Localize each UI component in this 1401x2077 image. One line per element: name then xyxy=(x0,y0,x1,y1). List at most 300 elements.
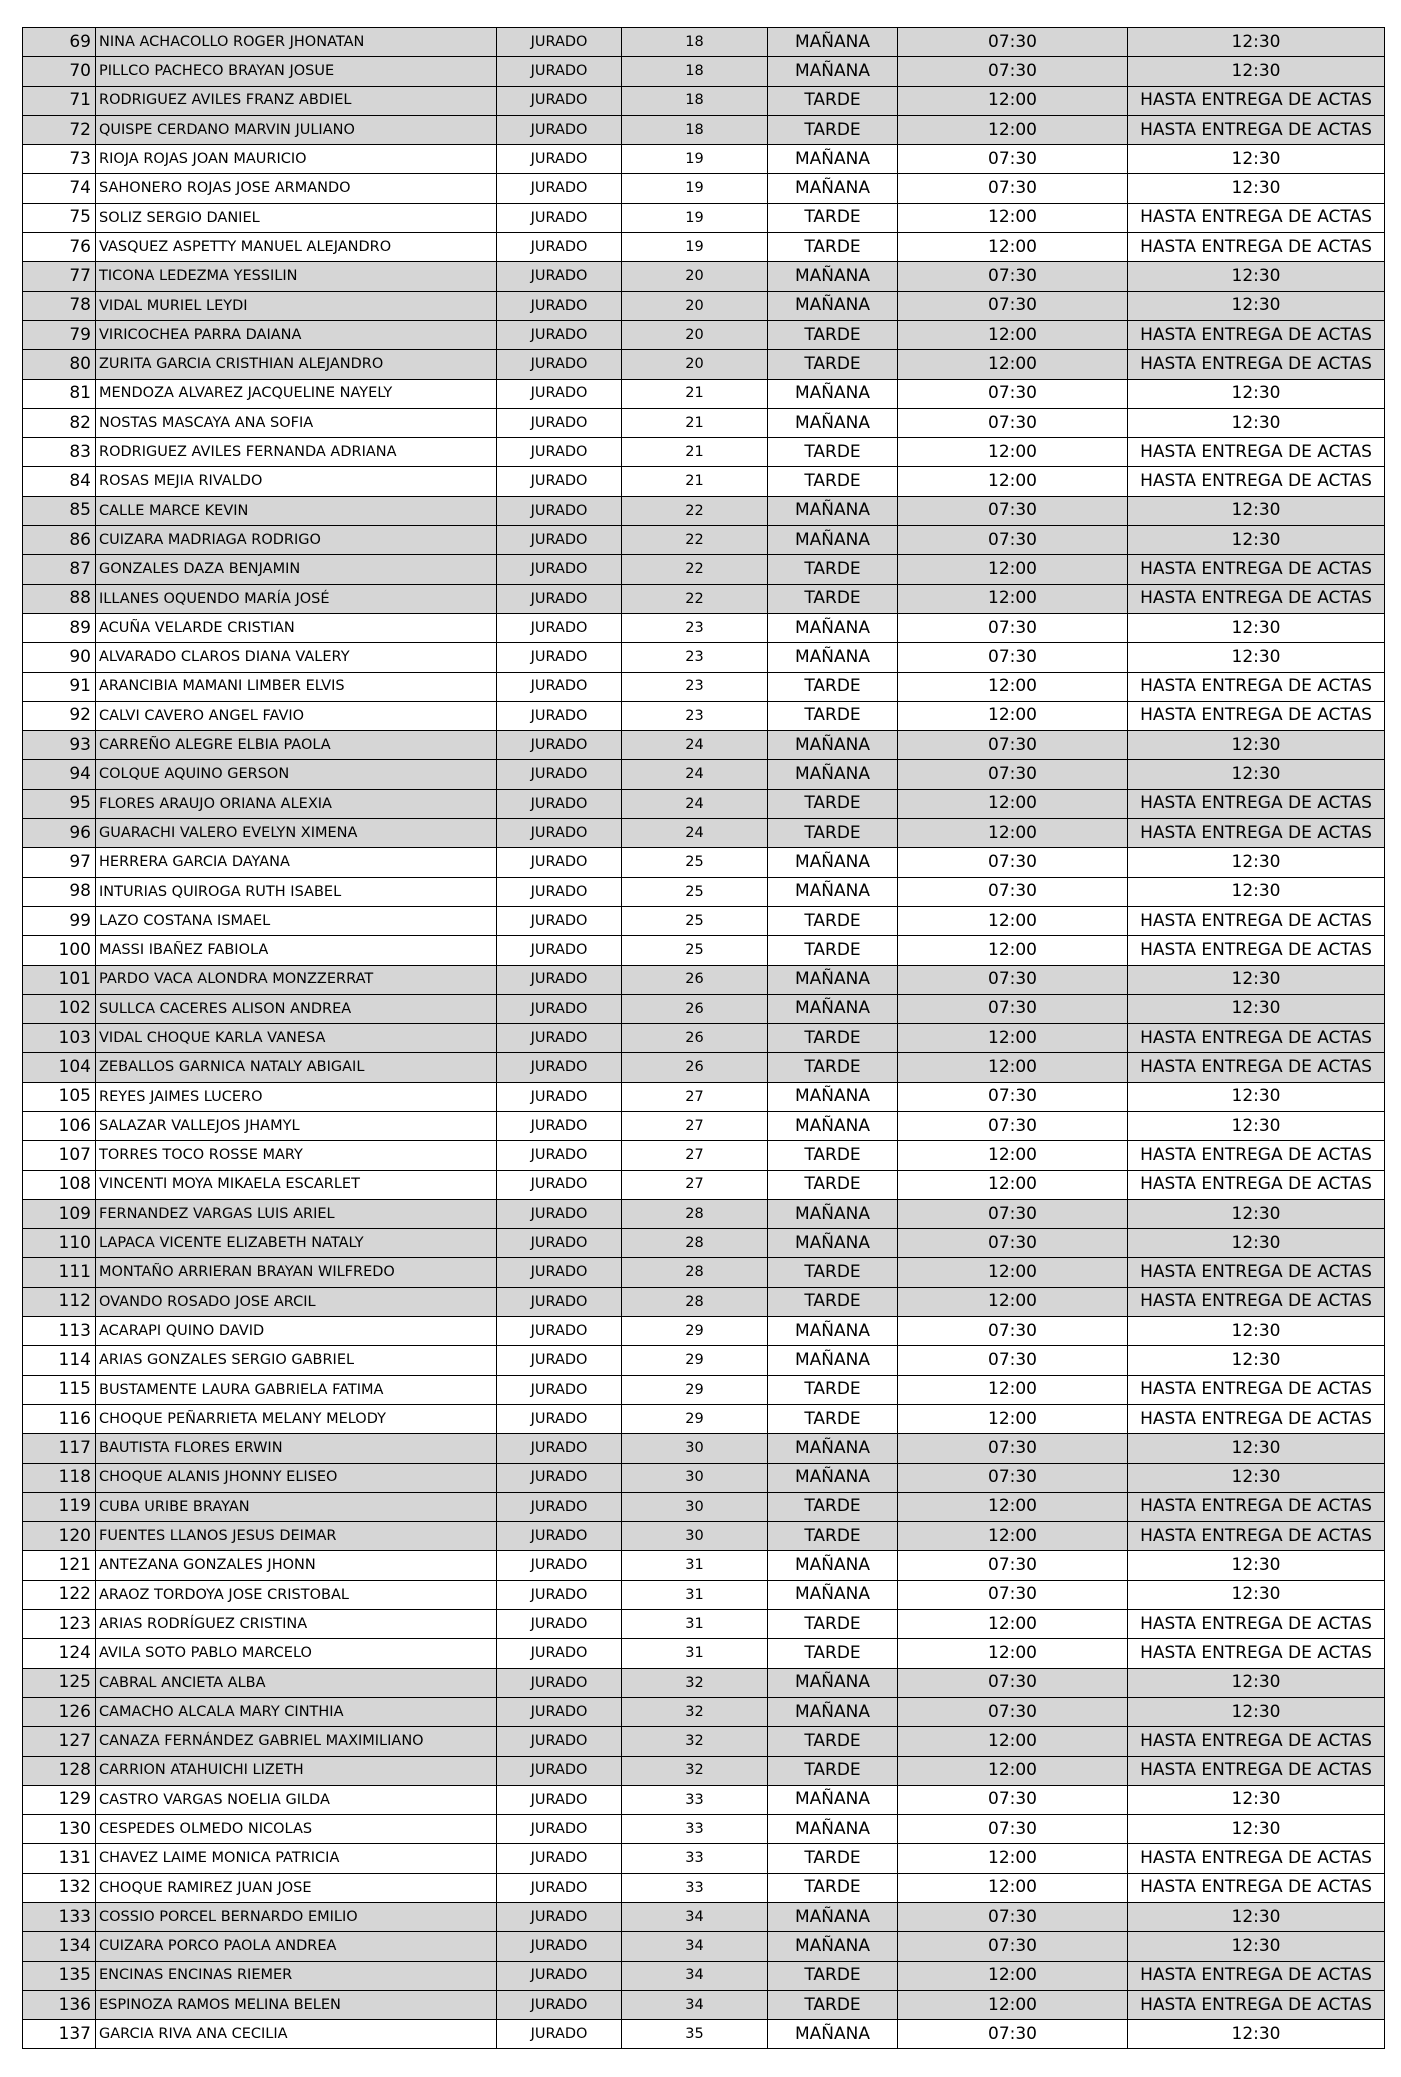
shift-cell: TARDE xyxy=(768,1024,898,1053)
shift-cell: TARDE xyxy=(768,1053,898,1082)
person-name: SALAZAR VALLEJOS JHAMYL xyxy=(96,1111,497,1140)
end-time: 12:30 xyxy=(1128,1785,1385,1814)
row-number: 77 xyxy=(23,262,96,291)
table-row xyxy=(23,1317,1385,1346)
row-number: 111 xyxy=(23,1258,96,1287)
end-time: HASTA ENTREGA DE ACTAS xyxy=(1128,1990,1385,2019)
table-row xyxy=(23,350,1385,379)
start-time: 07:30 xyxy=(898,526,1128,555)
row-number: 97 xyxy=(23,848,96,877)
jurado-roster-table xyxy=(22,27,1385,2049)
mesa-number: 22 xyxy=(622,496,768,525)
start-time: 07:30 xyxy=(898,1815,1128,1844)
end-time: HASTA ENTREGA DE ACTAS xyxy=(1128,1610,1385,1639)
mesa-number: 19 xyxy=(622,233,768,262)
role-cell: JURADO xyxy=(497,115,622,144)
row-number: 88 xyxy=(23,584,96,613)
end-time: 12:30 xyxy=(1128,1082,1385,1111)
table-row xyxy=(23,701,1385,730)
start-time: 12:00 xyxy=(898,1844,1128,1873)
end-time: HASTA ENTREGA DE ACTAS xyxy=(1128,467,1385,496)
shift-cell: TARDE xyxy=(768,789,898,818)
table-row xyxy=(23,145,1385,174)
row-number: 78 xyxy=(23,291,96,320)
person-name: FLORES ARAUJO ORIANA ALEXIA xyxy=(96,789,497,818)
shift-cell: TARDE xyxy=(768,584,898,613)
person-name: RIOJA ROJAS JOAN MAURICIO xyxy=(96,145,497,174)
role-cell: JURADO xyxy=(497,1815,622,1844)
row-number: 76 xyxy=(23,233,96,262)
end-time: HASTA ENTREGA DE ACTAS xyxy=(1128,1170,1385,1199)
table-row xyxy=(23,1141,1385,1170)
person-name: HERRERA GARCIA DAYANA xyxy=(96,848,497,877)
row-number: 96 xyxy=(23,819,96,848)
table-row xyxy=(23,1580,1385,1609)
person-name: ROSAS MEJIA RIVALDO xyxy=(96,467,497,496)
table-row xyxy=(23,1844,1385,1873)
mesa-number: 18 xyxy=(622,28,768,57)
person-name: CAMACHO ALCALA MARY CINTHIA xyxy=(96,1697,497,1726)
table-row xyxy=(23,1903,1385,1932)
start-time: 12:00 xyxy=(898,1610,1128,1639)
table-row xyxy=(23,1229,1385,1258)
table-row xyxy=(23,174,1385,203)
role-cell: JURADO xyxy=(497,379,622,408)
person-name: SOLIZ SERGIO DANIEL xyxy=(96,203,497,232)
person-name: QUISPE CERDANO MARVIN JULIANO xyxy=(96,115,497,144)
end-time: HASTA ENTREGA DE ACTAS xyxy=(1128,701,1385,730)
end-time: 12:30 xyxy=(1128,2020,1385,2049)
table-row xyxy=(23,672,1385,701)
end-time: HASTA ENTREGA DE ACTAS xyxy=(1128,584,1385,613)
row-number: 101 xyxy=(23,965,96,994)
mesa-number: 18 xyxy=(622,57,768,86)
shift-cell: MAÑANA xyxy=(768,613,898,642)
end-time: HASTA ENTREGA DE ACTAS xyxy=(1128,1639,1385,1668)
person-name: ARANCIBIA MAMANI LIMBER ELVIS xyxy=(96,672,497,701)
start-time: 12:00 xyxy=(898,1375,1128,1404)
end-time: 12:30 xyxy=(1128,643,1385,672)
table-row xyxy=(23,1961,1385,1990)
table-row xyxy=(23,584,1385,613)
table-row xyxy=(23,496,1385,525)
start-time: 12:00 xyxy=(898,789,1128,818)
row-number: 110 xyxy=(23,1229,96,1258)
row-number: 74 xyxy=(23,174,96,203)
start-time: 12:00 xyxy=(898,672,1128,701)
table-row xyxy=(23,291,1385,320)
mesa-number: 24 xyxy=(622,819,768,848)
table-row xyxy=(23,555,1385,584)
table-row xyxy=(23,1346,1385,1375)
mesa-number: 31 xyxy=(622,1610,768,1639)
start-time: 07:30 xyxy=(898,1463,1128,1492)
person-name: FUENTES LLANOS JESUS DEIMAR xyxy=(96,1522,497,1551)
role-cell: JURADO xyxy=(497,1522,622,1551)
row-number: 84 xyxy=(23,467,96,496)
row-number: 106 xyxy=(23,1111,96,1140)
end-time: 12:30 xyxy=(1128,1697,1385,1726)
shift-cell: TARDE xyxy=(768,86,898,115)
end-time: 12:30 xyxy=(1128,174,1385,203)
mesa-number: 27 xyxy=(622,1082,768,1111)
start-time: 12:00 xyxy=(898,555,1128,584)
row-number: 120 xyxy=(23,1522,96,1551)
mesa-number: 24 xyxy=(622,789,768,818)
row-number: 100 xyxy=(23,936,96,965)
mesa-number: 26 xyxy=(622,994,768,1023)
role-cell: JURADO xyxy=(497,965,622,994)
end-time: 12:30 xyxy=(1128,1463,1385,1492)
role-cell: JURADO xyxy=(497,789,622,818)
person-name: ARAOZ TORDOYA JOSE CRISTOBAL xyxy=(96,1580,497,1609)
person-name: ACARAPI QUINO DAVID xyxy=(96,1317,497,1346)
mesa-number: 20 xyxy=(622,350,768,379)
role-cell: JURADO xyxy=(497,526,622,555)
role-cell: JURADO xyxy=(497,1492,622,1521)
mesa-number: 33 xyxy=(622,1785,768,1814)
start-time: 07:30 xyxy=(898,1111,1128,1140)
end-time: HASTA ENTREGA DE ACTAS xyxy=(1128,1844,1385,1873)
mesa-number: 19 xyxy=(622,145,768,174)
start-time: 12:00 xyxy=(898,936,1128,965)
mesa-number: 23 xyxy=(622,613,768,642)
person-name: ALVARADO CLAROS DIANA VALERY xyxy=(96,643,497,672)
role-cell: JURADO xyxy=(497,1551,622,1580)
row-number: 122 xyxy=(23,1580,96,1609)
mesa-number: 21 xyxy=(622,379,768,408)
role-cell: JURADO xyxy=(497,1756,622,1785)
shift-cell: TARDE xyxy=(768,1375,898,1404)
role-cell: JURADO xyxy=(497,1961,622,1990)
person-name: NINA ACHACOLLO ROGER JHONATAN xyxy=(96,28,497,57)
person-name: CASTRO VARGAS NOELIA GILDA xyxy=(96,1785,497,1814)
role-cell: JURADO xyxy=(497,1463,622,1492)
role-cell: JURADO xyxy=(497,848,622,877)
start-time: 12:00 xyxy=(898,1024,1128,1053)
person-name: TORRES TOCO ROSSE MARY xyxy=(96,1141,497,1170)
mesa-number: 21 xyxy=(622,408,768,437)
mesa-number: 31 xyxy=(622,1580,768,1609)
row-number: 98 xyxy=(23,877,96,906)
person-name: INTURIAS QUIROGA RUTH ISABEL xyxy=(96,877,497,906)
row-number: 115 xyxy=(23,1375,96,1404)
row-number: 132 xyxy=(23,1873,96,1902)
row-number: 70 xyxy=(23,57,96,86)
shift-cell: TARDE xyxy=(768,1727,898,1756)
mesa-number: 28 xyxy=(622,1258,768,1287)
table-row xyxy=(23,848,1385,877)
person-name: ZURITA GARCIA CRISTHIAN ALEJANDRO xyxy=(96,350,497,379)
shift-cell: MAÑANA xyxy=(768,848,898,877)
end-time: 12:30 xyxy=(1128,1229,1385,1258)
table-row xyxy=(23,1258,1385,1287)
start-time: 12:00 xyxy=(898,1053,1128,1082)
person-name: CHOQUE RAMIREZ JUAN JOSE xyxy=(96,1873,497,1902)
role-cell: JURADO xyxy=(497,467,622,496)
shift-cell: MAÑANA xyxy=(768,643,898,672)
table-row xyxy=(23,467,1385,496)
mesa-number: 23 xyxy=(622,701,768,730)
end-time: HASTA ENTREGA DE ACTAS xyxy=(1128,1522,1385,1551)
shift-cell: TARDE xyxy=(768,115,898,144)
role-cell: JURADO xyxy=(497,1785,622,1814)
end-time: 12:30 xyxy=(1128,1932,1385,1961)
shift-cell: MAÑANA xyxy=(768,760,898,789)
row-number: 126 xyxy=(23,1697,96,1726)
end-time: HASTA ENTREGA DE ACTAS xyxy=(1128,672,1385,701)
role-cell: JURADO xyxy=(497,1697,622,1726)
shift-cell: MAÑANA xyxy=(768,291,898,320)
shift-cell: TARDE xyxy=(768,1404,898,1433)
person-name: VIDAL CHOQUE KARLA VANESA xyxy=(96,1024,497,1053)
row-number: 104 xyxy=(23,1053,96,1082)
mesa-number: 33 xyxy=(622,1815,768,1844)
shift-cell: MAÑANA xyxy=(768,731,898,760)
start-time: 12:00 xyxy=(898,906,1128,935)
end-time: 12:30 xyxy=(1128,28,1385,57)
role-cell: JURADO xyxy=(497,408,622,437)
role-cell: JURADO xyxy=(497,1111,622,1140)
role-cell: JURADO xyxy=(497,1258,622,1287)
role-cell: JURADO xyxy=(497,731,622,760)
role-cell: JURADO xyxy=(497,1639,622,1668)
end-time: 12:30 xyxy=(1128,994,1385,1023)
role-cell: JURADO xyxy=(497,1668,622,1697)
end-time: 12:30 xyxy=(1128,1111,1385,1140)
shift-cell: MAÑANA xyxy=(768,994,898,1023)
person-name: VINCENTI MOYA MIKAELA ESCARLET xyxy=(96,1170,497,1199)
end-time: HASTA ENTREGA DE ACTAS xyxy=(1128,320,1385,349)
table-row xyxy=(23,320,1385,349)
person-name: SULLCA CACERES ALISON ANDREA xyxy=(96,994,497,1023)
role-cell: JURADO xyxy=(497,1903,622,1932)
table-row xyxy=(23,1024,1385,1053)
person-name: CUIZARA MADRIAGA RODRIGO xyxy=(96,526,497,555)
start-time: 07:30 xyxy=(898,1229,1128,1258)
start-time: 12:00 xyxy=(898,701,1128,730)
shift-cell: MAÑANA xyxy=(768,262,898,291)
start-time: 07:30 xyxy=(898,731,1128,760)
start-time: 07:30 xyxy=(898,57,1128,86)
row-number: 80 xyxy=(23,350,96,379)
start-time: 07:30 xyxy=(898,965,1128,994)
shift-cell: TARDE xyxy=(768,1844,898,1873)
shift-cell: TARDE xyxy=(768,936,898,965)
mesa-number: 28 xyxy=(622,1229,768,1258)
end-time: 12:30 xyxy=(1128,526,1385,555)
shift-cell: MAÑANA xyxy=(768,1580,898,1609)
shift-cell: TARDE xyxy=(768,1990,898,2019)
role-cell: JURADO xyxy=(497,350,622,379)
row-number: 123 xyxy=(23,1610,96,1639)
start-time: 07:30 xyxy=(898,1903,1128,1932)
person-name: CUIZARA PORCO PAOLA ANDREA xyxy=(96,1932,497,1961)
end-time: 12:30 xyxy=(1128,1434,1385,1463)
mesa-number: 18 xyxy=(622,115,768,144)
end-time: HASTA ENTREGA DE ACTAS xyxy=(1128,203,1385,232)
end-time: HASTA ENTREGA DE ACTAS xyxy=(1128,1404,1385,1433)
shift-cell: TARDE xyxy=(768,233,898,262)
start-time: 12:00 xyxy=(898,467,1128,496)
mesa-number: 19 xyxy=(622,203,768,232)
end-time: 12:30 xyxy=(1128,848,1385,877)
start-time: 07:30 xyxy=(898,379,1128,408)
person-name: LAPACA VICENTE ELIZABETH NATALY xyxy=(96,1229,497,1258)
shift-cell: MAÑANA xyxy=(768,174,898,203)
shift-cell: MAÑANA xyxy=(768,1229,898,1258)
mesa-number: 26 xyxy=(622,1024,768,1053)
table-row xyxy=(23,1463,1385,1492)
table-row xyxy=(23,262,1385,291)
start-time: 12:00 xyxy=(898,1873,1128,1902)
mesa-number: 22 xyxy=(622,526,768,555)
role-cell: JURADO xyxy=(497,1404,622,1433)
end-time: 12:30 xyxy=(1128,1551,1385,1580)
row-number: 135 xyxy=(23,1961,96,1990)
table-row xyxy=(23,1053,1385,1082)
mesa-number: 31 xyxy=(622,1639,768,1668)
shift-cell: TARDE xyxy=(768,1170,898,1199)
mesa-number: 32 xyxy=(622,1668,768,1697)
shift-cell: TARDE xyxy=(768,1522,898,1551)
role-cell: JURADO xyxy=(497,1170,622,1199)
role-cell: JURADO xyxy=(497,672,622,701)
start-time: 07:30 xyxy=(898,1199,1128,1228)
table-row xyxy=(23,906,1385,935)
start-time: 07:30 xyxy=(898,994,1128,1023)
row-number: 108 xyxy=(23,1170,96,1199)
role-cell: JURADO xyxy=(497,1024,622,1053)
shift-cell: MAÑANA xyxy=(768,1111,898,1140)
end-time: HASTA ENTREGA DE ACTAS xyxy=(1128,1756,1385,1785)
shift-cell: MAÑANA xyxy=(768,1551,898,1580)
person-name: CHAVEZ LAIME MONICA PATRICIA xyxy=(96,1844,497,1873)
table-row xyxy=(23,1990,1385,2019)
person-name: MASSI IBAÑEZ FABIOLA xyxy=(96,936,497,965)
shift-cell: MAÑANA xyxy=(768,145,898,174)
role-cell: JURADO xyxy=(497,1932,622,1961)
mesa-number: 26 xyxy=(622,1053,768,1082)
row-number: 92 xyxy=(23,701,96,730)
table-row xyxy=(23,789,1385,818)
start-time: 07:30 xyxy=(898,848,1128,877)
row-number: 130 xyxy=(23,1815,96,1844)
person-name: CABRAL ANCIETA ALBA xyxy=(96,1668,497,1697)
row-number: 127 xyxy=(23,1727,96,1756)
end-time: 12:30 xyxy=(1128,496,1385,525)
start-time: 07:30 xyxy=(898,291,1128,320)
table-row xyxy=(23,613,1385,642)
mesa-number: 30 xyxy=(622,1463,768,1492)
mesa-number: 34 xyxy=(622,1990,768,2019)
person-name: ILLANES OQUENDO MARÍA JOSÉ xyxy=(96,584,497,613)
person-name: CESPEDES OLMEDO NICOLAS xyxy=(96,1815,497,1844)
mesa-number: 29 xyxy=(622,1317,768,1346)
role-cell: JURADO xyxy=(497,1053,622,1082)
shift-cell: MAÑANA xyxy=(768,57,898,86)
table-row xyxy=(23,1199,1385,1228)
end-time: HASTA ENTREGA DE ACTAS xyxy=(1128,936,1385,965)
role-cell: JURADO xyxy=(497,643,622,672)
role-cell: JURADO xyxy=(497,57,622,86)
role-cell: JURADO xyxy=(497,1844,622,1873)
role-cell: JURADO xyxy=(497,1229,622,1258)
row-number: 93 xyxy=(23,731,96,760)
shift-cell: MAÑANA xyxy=(768,526,898,555)
row-number: 90 xyxy=(23,643,96,672)
table-row xyxy=(23,994,1385,1023)
shift-cell: TARDE xyxy=(768,1258,898,1287)
row-number: 125 xyxy=(23,1668,96,1697)
mesa-number: 29 xyxy=(622,1346,768,1375)
shift-cell: MAÑANA xyxy=(768,1199,898,1228)
mesa-number: 21 xyxy=(622,467,768,496)
mesa-number: 34 xyxy=(622,1932,768,1961)
row-number: 117 xyxy=(23,1434,96,1463)
mesa-number: 35 xyxy=(622,2020,768,2049)
start-time: 07:30 xyxy=(898,1580,1128,1609)
end-time: 12:30 xyxy=(1128,1317,1385,1346)
end-time: 12:30 xyxy=(1128,965,1385,994)
table-row xyxy=(23,28,1385,57)
table-row xyxy=(23,1492,1385,1521)
person-name: ARIAS RODRÍGUEZ CRISTINA xyxy=(96,1610,497,1639)
shift-cell: TARDE xyxy=(768,320,898,349)
start-time: 12:00 xyxy=(898,233,1128,262)
shift-cell: MAÑANA xyxy=(768,408,898,437)
end-time: HASTA ENTREGA DE ACTAS xyxy=(1128,86,1385,115)
shift-cell: MAÑANA xyxy=(768,1317,898,1346)
start-time: 07:30 xyxy=(898,760,1128,789)
role-cell: JURADO xyxy=(497,203,622,232)
mesa-number: 22 xyxy=(622,555,768,584)
role-cell: JURADO xyxy=(497,819,622,848)
mesa-number: 20 xyxy=(622,320,768,349)
end-time: 12:30 xyxy=(1128,408,1385,437)
start-time: 12:00 xyxy=(898,1258,1128,1287)
start-time: 12:00 xyxy=(898,438,1128,467)
shift-cell: TARDE xyxy=(768,467,898,496)
row-number: 89 xyxy=(23,613,96,642)
table-row xyxy=(23,1434,1385,1463)
person-name: GARCIA RIVA ANA CECILIA xyxy=(96,2020,497,2049)
mesa-number: 21 xyxy=(622,438,768,467)
start-time: 07:30 xyxy=(898,643,1128,672)
row-number: 72 xyxy=(23,115,96,144)
shift-cell: TARDE xyxy=(768,1287,898,1316)
end-time: HASTA ENTREGA DE ACTAS xyxy=(1128,1727,1385,1756)
role-cell: JURADO xyxy=(497,1610,622,1639)
role-cell: JURADO xyxy=(497,1580,622,1609)
person-name: GUARACHI VALERO EVELYN XIMENA xyxy=(96,819,497,848)
end-time: HASTA ENTREGA DE ACTAS xyxy=(1128,1873,1385,1902)
shift-cell: MAÑANA xyxy=(768,1463,898,1492)
row-number: 131 xyxy=(23,1844,96,1873)
person-name: CALLE MARCE KEVIN xyxy=(96,496,497,525)
person-name: TICONA LEDEZMA YESSILIN xyxy=(96,262,497,291)
start-time: 12:00 xyxy=(898,1961,1128,1990)
row-number: 124 xyxy=(23,1639,96,1668)
mesa-number: 25 xyxy=(622,906,768,935)
person-name: CANAZA FERNÁNDEZ GABRIEL MAXIMILIANO xyxy=(96,1727,497,1756)
person-name: LAZO COSTANA ISMAEL xyxy=(96,906,497,935)
table-row xyxy=(23,526,1385,555)
person-name: AVILA SOTO PABLO MARCELO xyxy=(96,1639,497,1668)
end-time: 12:30 xyxy=(1128,1903,1385,1932)
mesa-number: 28 xyxy=(622,1199,768,1228)
row-number: 105 xyxy=(23,1082,96,1111)
